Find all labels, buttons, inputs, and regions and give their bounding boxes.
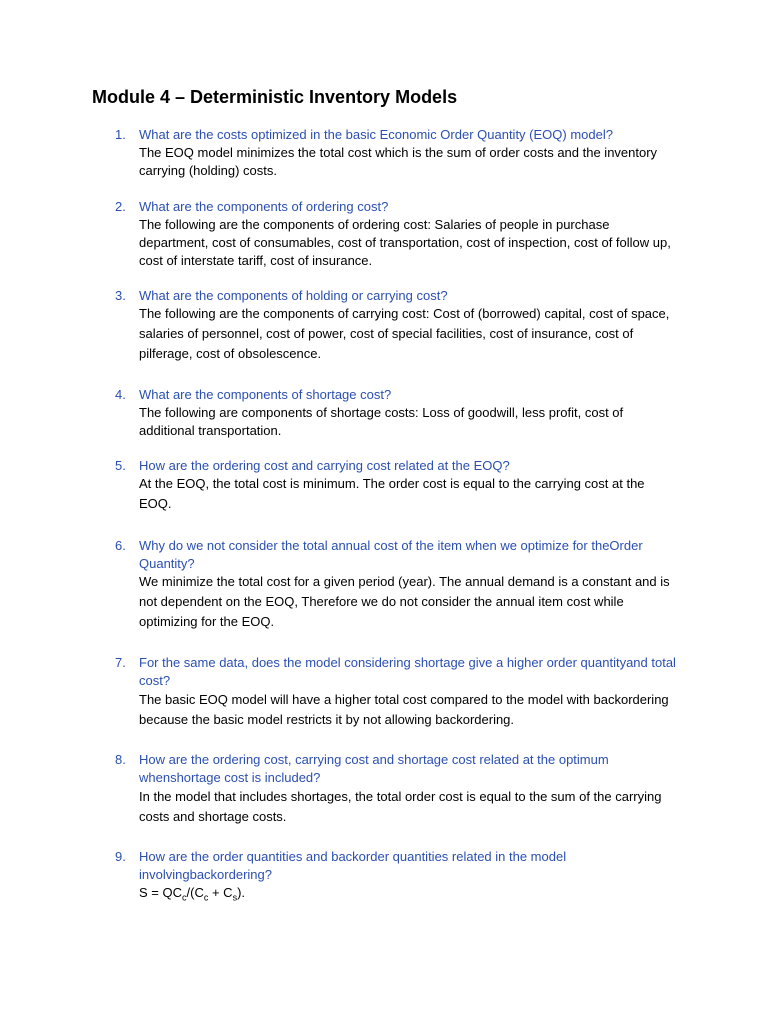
question-text: What are the components of ordering cost? bbox=[139, 199, 389, 214]
answer-text: The following are the components of ordering cost: Salaries of people in purchase department, cost of consumables, cost of transportation, cost of inspection, cost of follow up, cost of interstate tariff, cost of insurance. bbox=[139, 217, 671, 268]
answer-text: The following are the components of carrying cost: Cost of (borrowed) capital, cost of space, salaries of personnel, cost of power, cost of special facilities, cost of insurance, cost of pilferage, cost of obsolescence. bbox=[139, 306, 670, 361]
question-text: What are the components of holding or carrying cost? bbox=[139, 288, 448, 303]
question-text: What are the costs optimized in the basic Economic Order Quantity (EOQ) model? bbox=[139, 127, 613, 142]
page-title: Module 4 – Deterministic Inventory Models bbox=[92, 87, 458, 107]
question-text: How are the ordering cost, carrying cost and shortage cost related at the optimum whenshortage cost is included? bbox=[139, 752, 609, 785]
question-number: 2. bbox=[115, 199, 126, 214]
answer-text: At the EOQ, the total cost is minimum. The order cost is equal to the carrying cost at the EOQ. bbox=[139, 476, 645, 511]
answer-text: The following are components of shortage costs: Loss of goodwill, less profit, cost of additional transportation. bbox=[139, 405, 624, 438]
formula-part: ). bbox=[237, 885, 246, 900]
question-number: 5. bbox=[115, 458, 126, 473]
question-number: 6. bbox=[115, 538, 126, 553]
question-text: How are the order quantities and backorder quantities related in the model involvingbackordering? bbox=[139, 849, 567, 882]
formula-answer bbox=[139, 884, 679, 902]
answer-text: In the model that includes shortages, the total order cost is equal to the sum of the carrying costs and shortage costs. bbox=[139, 789, 662, 824]
question-number: 8. bbox=[115, 752, 126, 767]
question-text: How are the ordering cost and carrying cost related at the EOQ? bbox=[139, 458, 510, 473]
question-number: 3. bbox=[115, 288, 126, 303]
formula-subscript: c bbox=[182, 892, 187, 903]
question-number: 4. bbox=[115, 387, 126, 402]
question-number: 7. bbox=[115, 655, 126, 670]
formula-subscript: c bbox=[203, 892, 209, 903]
question-text: What are the components of shortage cost? bbox=[139, 387, 392, 402]
formula-part: /(C bbox=[186, 885, 204, 900]
answer-text: The basic EOQ model will have a higher total cost compared to the model with backordering because the basic model restricts it by not allowing backordering. bbox=[139, 692, 669, 727]
question-text: Why do we not consider the total annual cost of the item when we optimize for theOrder Quantity? bbox=[139, 538, 643, 571]
formula-part: S = QC bbox=[139, 885, 182, 900]
formula-part: + C bbox=[208, 885, 233, 900]
answer-text: The EOQ model minimizes the total cost which is the sum of order costs and the inventory carrying (holding) costs. bbox=[139, 145, 658, 178]
formula-subscript: s bbox=[232, 892, 238, 903]
answer-text: We minimize the total cost for a given period (year). The annual demand is a constant and is not dependent on the EOQ, Therefore we do not consider the annual item cost while optimizing for the EOQ. bbox=[139, 574, 670, 629]
question-text: For the same data, does the model considering shortage give a higher order quantityand total cost? bbox=[139, 655, 676, 688]
question-number: 9. bbox=[115, 849, 126, 864]
question-number: 1. bbox=[115, 127, 126, 142]
